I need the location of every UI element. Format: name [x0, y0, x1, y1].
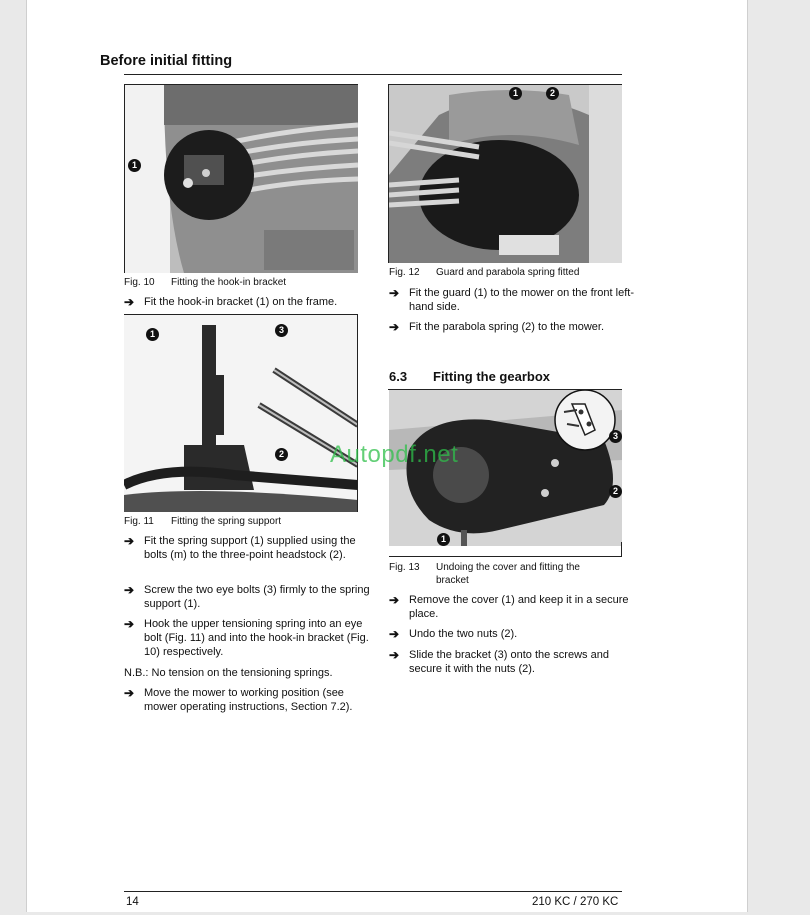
fig10-step-1 — [124, 295, 378, 309]
fig13-caption-number: Fig. 13 — [389, 562, 420, 573]
fig13-frame-right — [621, 542, 622, 556]
fig13-caption-title: Undoing the cover and fitting the bracket — [436, 562, 580, 586]
page-heading: Before initial fitting — [100, 53, 233, 69]
fig12-photo — [389, 85, 622, 263]
arrow-icon: ➔ — [389, 286, 400, 300]
fig13-step-3 — [389, 648, 639, 676]
arrow-icon: ➔ — [124, 583, 135, 597]
fig11-callout-3: 3 — [275, 324, 288, 337]
fig12-callout-2: 2 — [546, 87, 559, 100]
fig11-step-3-text: Hook the upper tensioning spring into an eye bolt (Fig. 11) and into the hook-in bracket (Fig. 10) respectively. — [144, 618, 369, 658]
fig13-caption — [389, 561, 621, 587]
fig11-photo — [124, 315, 358, 512]
fig10-step-1-text: Fit the hook-in bracket (1) on the frame. — [144, 296, 338, 308]
arrow-icon: ➔ — [389, 627, 400, 641]
arrow-icon: ➔ — [124, 686, 135, 700]
fig12-callout-1: 1 — [509, 87, 522, 100]
heading-rule — [124, 74, 622, 75]
footer-rule — [124, 891, 622, 892]
fig13-callout-1: 1 — [437, 533, 450, 546]
fig13-callout-2: 2 — [609, 485, 622, 498]
working-position-step — [124, 686, 378, 714]
arrow-icon: ➔ — [389, 648, 400, 662]
fig12-step-1 — [389, 286, 639, 314]
fig12-step-1-text: Fit the guard (1) to the mower on the front left-hand side. — [409, 287, 634, 313]
fig11-step-1 — [124, 534, 378, 562]
fig11-step-2-text: Screw the two eye bolts (3) firmly to the spring support (1). — [144, 584, 370, 610]
fig10-caption-title: Fitting the hook-in bracket — [171, 277, 287, 288]
fig13-step-1 — [389, 593, 639, 621]
fig11-caption — [124, 515, 281, 528]
fig13-step-1-text: Remove the cover (1) and keep it in a secure place. — [409, 594, 629, 620]
fig12-caption-number: Fig. 12 — [389, 267, 420, 278]
fig12-frame-left — [388, 84, 389, 263]
arrow-icon: ➔ — [124, 534, 135, 548]
fig13-callout-3: 3 — [609, 430, 622, 443]
arrow-icon: ➔ — [389, 593, 400, 607]
fig12-caption — [389, 266, 579, 279]
fig11-caption-number: Fig. 11 — [124, 516, 154, 527]
fig10-callout-1: 1 — [128, 159, 141, 172]
arrow-icon: ➔ — [124, 617, 135, 631]
section-title: Fitting the gearbox — [433, 369, 550, 384]
fig12-step-2 — [389, 320, 639, 334]
fig13-bottom-rule — [389, 556, 622, 557]
fig11-callout-1: 1 — [146, 328, 159, 341]
watermark-text: Autopdf.net — [330, 441, 459, 468]
fig10-caption-number: Fig. 10 — [124, 277, 155, 288]
fig11-step-3 — [124, 617, 378, 659]
fig12-step-2-text: Fit the parabola spring (2) to the mower. — [409, 321, 605, 333]
fig13-step-3-text: Slide the bracket (3) onto the screws and secure it with the nuts (2). — [409, 649, 609, 675]
fig11-step-1-text: Fit the spring support (1) supplied using the bolts (m) to the three-point headstock (2). — [144, 535, 356, 561]
fig10-photo — [124, 85, 358, 273]
fig11-callout-2: 2 — [275, 448, 288, 461]
working-position-step-text: Move the mower to working position (see mower operating instructions, Section 7.2). — [144, 687, 353, 713]
fig11-frame-right — [357, 314, 358, 512]
fig13-step-2-text: Undo the two nuts (2). — [409, 628, 518, 640]
footer-page-number: 14 — [126, 896, 139, 908]
tension-note: N.B.: No tension on the tensioning springs. — [124, 667, 333, 679]
fig13-step-2 — [389, 627, 639, 641]
fig11-caption-title: Fitting the spring support — [171, 516, 282, 527]
fig12-caption-title: Guard and parabola spring fitted — [436, 267, 580, 278]
arrow-icon: ➔ — [124, 295, 135, 309]
fig11-step-2 — [124, 583, 378, 611]
fig10-caption — [124, 276, 286, 289]
arrow-icon: ➔ — [389, 320, 400, 334]
footer-model: 210 KC / 270 KC — [532, 896, 619, 908]
section-heading — [389, 369, 550, 384]
fig10-frame-left — [124, 84, 125, 273]
section-number: 6.3 — [389, 369, 408, 384]
